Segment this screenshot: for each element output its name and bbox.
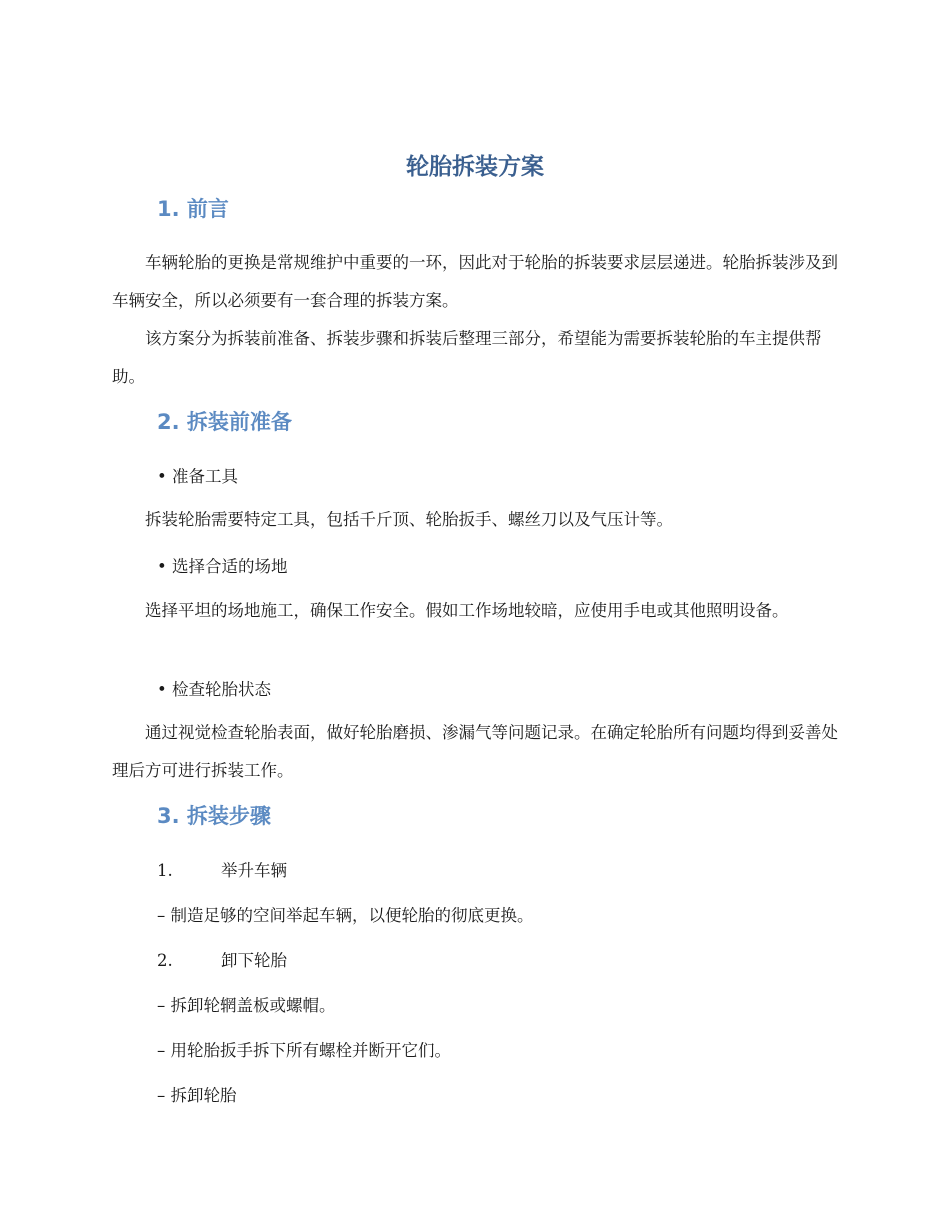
section-1-heading: 1. 前言 xyxy=(157,197,229,221)
bullet-prepare-tools: • 准备工具 xyxy=(157,467,238,486)
bullet-inspect-tire: • 检查轮胎状态 xyxy=(157,680,271,699)
bullet-choose-site: • 选择合适的场地 xyxy=(157,557,288,576)
step-1-label: 举升车辆 xyxy=(221,861,287,880)
step-2-number: 2. xyxy=(157,951,173,970)
intro-paragraph-1: 车辆轮胎的更换是常规维护中重要的一环，因此对于轮胎的拆装要求层层递进。轮胎拆装涉及到车辆安全，所以必须要有一套合理的拆装方案。 xyxy=(112,253,838,310)
step-2 xyxy=(157,947,287,971)
section-2-heading: 2. 拆装前准备 xyxy=(157,410,292,434)
intro-paragraph-2: 该方案分为拆装前准备、拆装步骤和拆装后整理三部分，希望能为需要拆装轮胎的车主提供帮助。 xyxy=(112,329,822,386)
inspect-tire-text: 通过视觉检查轮胎表面，做好轮胎磨损、渗漏气等问题记录。在确定轮胎所有问题均得到妥善处理后方可进行拆装工作。 xyxy=(112,723,838,780)
step-2-label: 卸下轮胎 xyxy=(221,951,287,970)
step-1 xyxy=(157,857,287,881)
step-1-number: 1. xyxy=(157,861,173,880)
step-2-sub-3: – 拆卸轮胎 xyxy=(157,1086,237,1105)
section-3-heading: 3. 拆装步骤 xyxy=(157,804,271,828)
step-2-sub-2: – 用轮胎扳手拆下所有螺栓并断开它们。 xyxy=(157,1041,451,1060)
prepare-tools-text: 拆装轮胎需要特定工具，包括千斤顶、轮胎扳手、螺丝刀以及气压计等。 xyxy=(145,510,673,529)
document-title: 轮胎拆装方案 xyxy=(406,154,544,180)
step-1-sub-1: – 制造足够的空间举起车辆，以便轮胎的彻底更换。 xyxy=(157,906,534,925)
choose-site-text: 选择平坦的场地施工，确保工作安全。假如工作场地较暗，应使用手电或其他照明设备。 xyxy=(145,601,789,620)
step-2-sub-1: – 拆卸轮辋盖板或螺帽。 xyxy=(157,996,336,1015)
